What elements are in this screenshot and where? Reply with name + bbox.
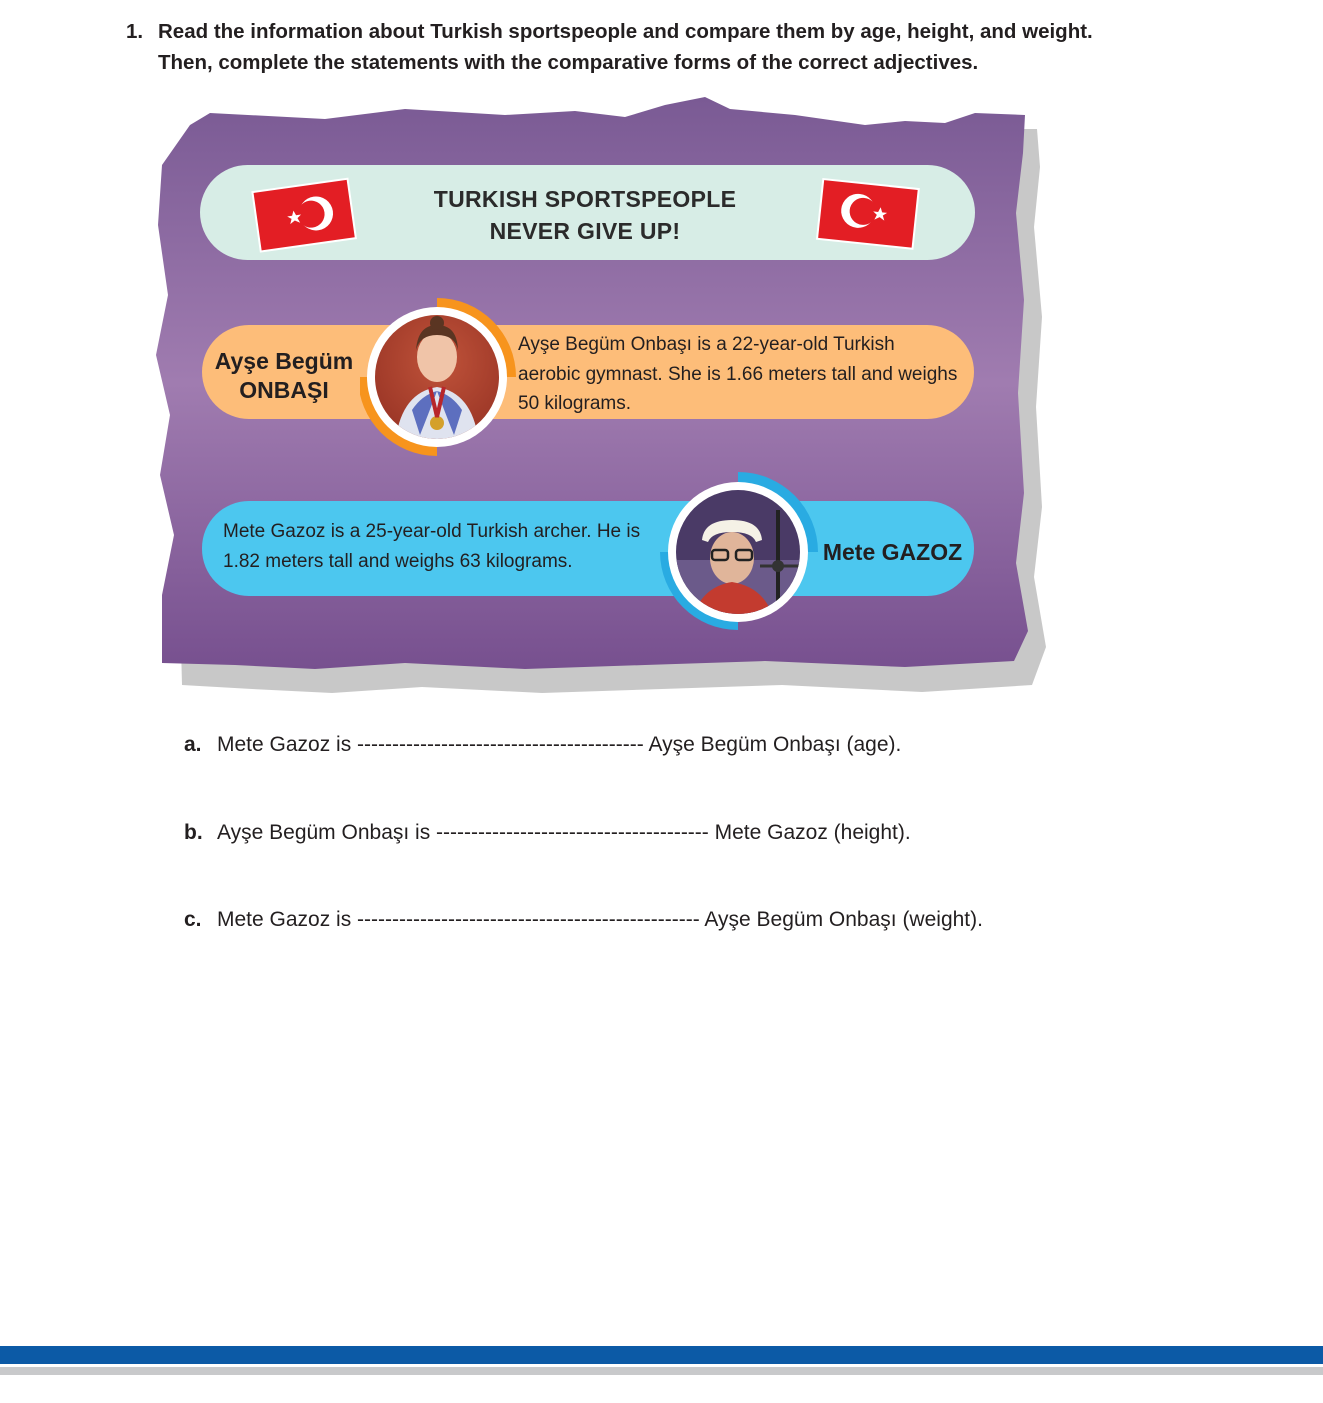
turkish-flag-icon [814,172,924,254]
statement-c [184,908,983,932]
statement-letter: b. [184,821,203,844]
athlete-description-gazoz: Mete Gazoz is a 25-year-old Turkish archer. He is 1.82 meters tall and weighs 63 kilograms. [223,521,641,572]
board-title [380,183,790,247]
statement-text: Mete Gazoz is ------------------------------------------------- Ayşe Begüm Onbaşı (weight). [217,908,983,931]
statement-a [184,733,901,757]
athlete-name-onbasi [206,347,362,405]
athlete-photo-onbasi [360,295,520,460]
instruction-line-1: Read the information about Turkish sportspeople and compare them by age, height, and weight. [158,20,1093,43]
instruction-text [158,16,1238,78]
statement-letter: a. [184,733,202,756]
board-title-line-1: TURKISH SPORTSPEOPLE [433,186,737,212]
statement-text: Ayşe Begüm Onbaşı is --------------------------------------- Mete Gazoz (height). [217,821,911,844]
athlete-name-line-1: Ayşe Begüm [214,348,354,374]
athlete-description-onbasi: Ayşe Begüm Onbaşı is a 22-year-old Turkish aerobic gymnast. She is 1.66 meters tall and weighs 50 kilograms. [518,334,958,414]
footer-line [0,1367,1323,1375]
turkish-flag-icon [250,173,360,255]
statement-letter: c. [184,908,202,931]
athlete-photo-gazoz [660,470,820,630]
instruction-line-2: Then, complete the statements with the comparative forms of the correct adjectives. [158,51,979,74]
footer-bar [0,1346,1323,1364]
question-number: 1. [126,20,144,43]
athlete-name-line-2: ONBAŞI [239,377,329,403]
statement-text: Mete Gazoz is ----------------------------------------- Ayşe Begüm Onbaşı (age). [217,733,902,756]
board-title-line-2: NEVER GIVE UP! [489,218,681,244]
statement-b [184,821,911,845]
athlete-name-gazoz: Mete GAZOZ [822,539,963,565]
